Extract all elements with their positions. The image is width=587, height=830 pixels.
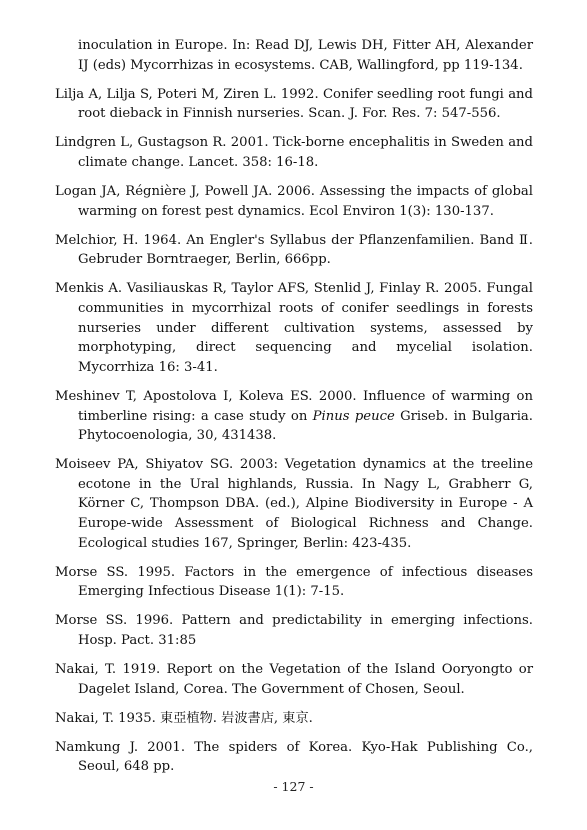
reference-text: Griseb. in Bulgaria. Phytocoenologia, 30, 431438. (78, 408, 533, 444)
reference-entry: Moiseev PA, Shiyatov SG. 2003: Vegetation dynamics at the treeline ecotone in the Ural highlands, Russia. In Nagy L, Grabherr G, Körner C, Thompson DBA. (ed.), Alpine Biodiversity in Europe - A Europe-wide Assessment of Biological Richness and Change. Ecological studies 167, Springer, Berlin: 423-435. (55, 457, 533, 551)
reference-entry: Namkung J. 2001. The spiders of Korea. Kyo-Hak Publishing Co., Seoul, 648 pp. (55, 739, 533, 775)
reference-entry: Lindgren L, Gustagson R. 2001. Tick-borne encephalitis in Sweden and climate change. Lancet. 358: 16-18. (55, 135, 533, 170)
reference-entry: Menkis A. Vasiliauskas R, Taylor AFS, Stenlid J, Finlay R. 2005. Fungal communities in mycorrhizal roots of conifer seedlings in forests nurseries under different cultivation systems, assessed by morphotyping, direct sequencing and mycelial isolation. Mycorrhiza 16: 3-41. (55, 281, 533, 375)
reference-entry: Nakai, T. 1935. 東亞植物. 岩波書店, 東京. (55, 710, 313, 726)
page-number: - 127 - (273, 779, 314, 794)
reference-entry (55, 387, 533, 446)
reference-entry: Lilja A, Lilja S, Poteri M, Ziren L. 1992. Conifer seedling root fungi and root dieback in Finnish nurseries. Scan. J. For. Res. 7: 547-556. (55, 86, 533, 122)
reference-entry: Morse SS. 1995. Factors in the emergence of infectious diseases Emerging Infectious Disease 1(1): 7-15. (55, 564, 533, 600)
reference-entry: Morse SS. 1996. Pattern and predictability in emerging infections. Hosp. Pact. 31:85 (55, 613, 533, 648)
reference-text: Meshinev T, Apostolova I, Koleva ES. 2000. Influence of warming on timberline rising: a case study on (55, 388, 533, 424)
reference-entry: inoculation in Europe. In: Read DJ, Lewis DH, Fitter AH, Alexander IJ (eds) Mycorrhizas in ecosystems. CAB, Wallingford, pp 119-134. (78, 38, 533, 73)
species-name: Pinus peuce (312, 408, 395, 424)
reference-entry: Nakai, T. 1919. Report on the Vegetation of the Island Ooryongto or Dagelet Island, Corea. The Government of Chosen, Seoul. (55, 662, 533, 697)
reference-list (55, 36, 533, 777)
reference-entry: Logan JA, Régnière J, Powell JA. 2006. Assessing the impacts of global warming on forest pest dynamics. Ecol Environ 1(3): 130-137. (55, 184, 533, 219)
reference-entry: Melchior, H. 1964. An Engler's Syllabus der Pflanzenfamilien. Band Ⅱ. Gebruder Borntraeger, Berlin, 666pp. (55, 232, 533, 268)
